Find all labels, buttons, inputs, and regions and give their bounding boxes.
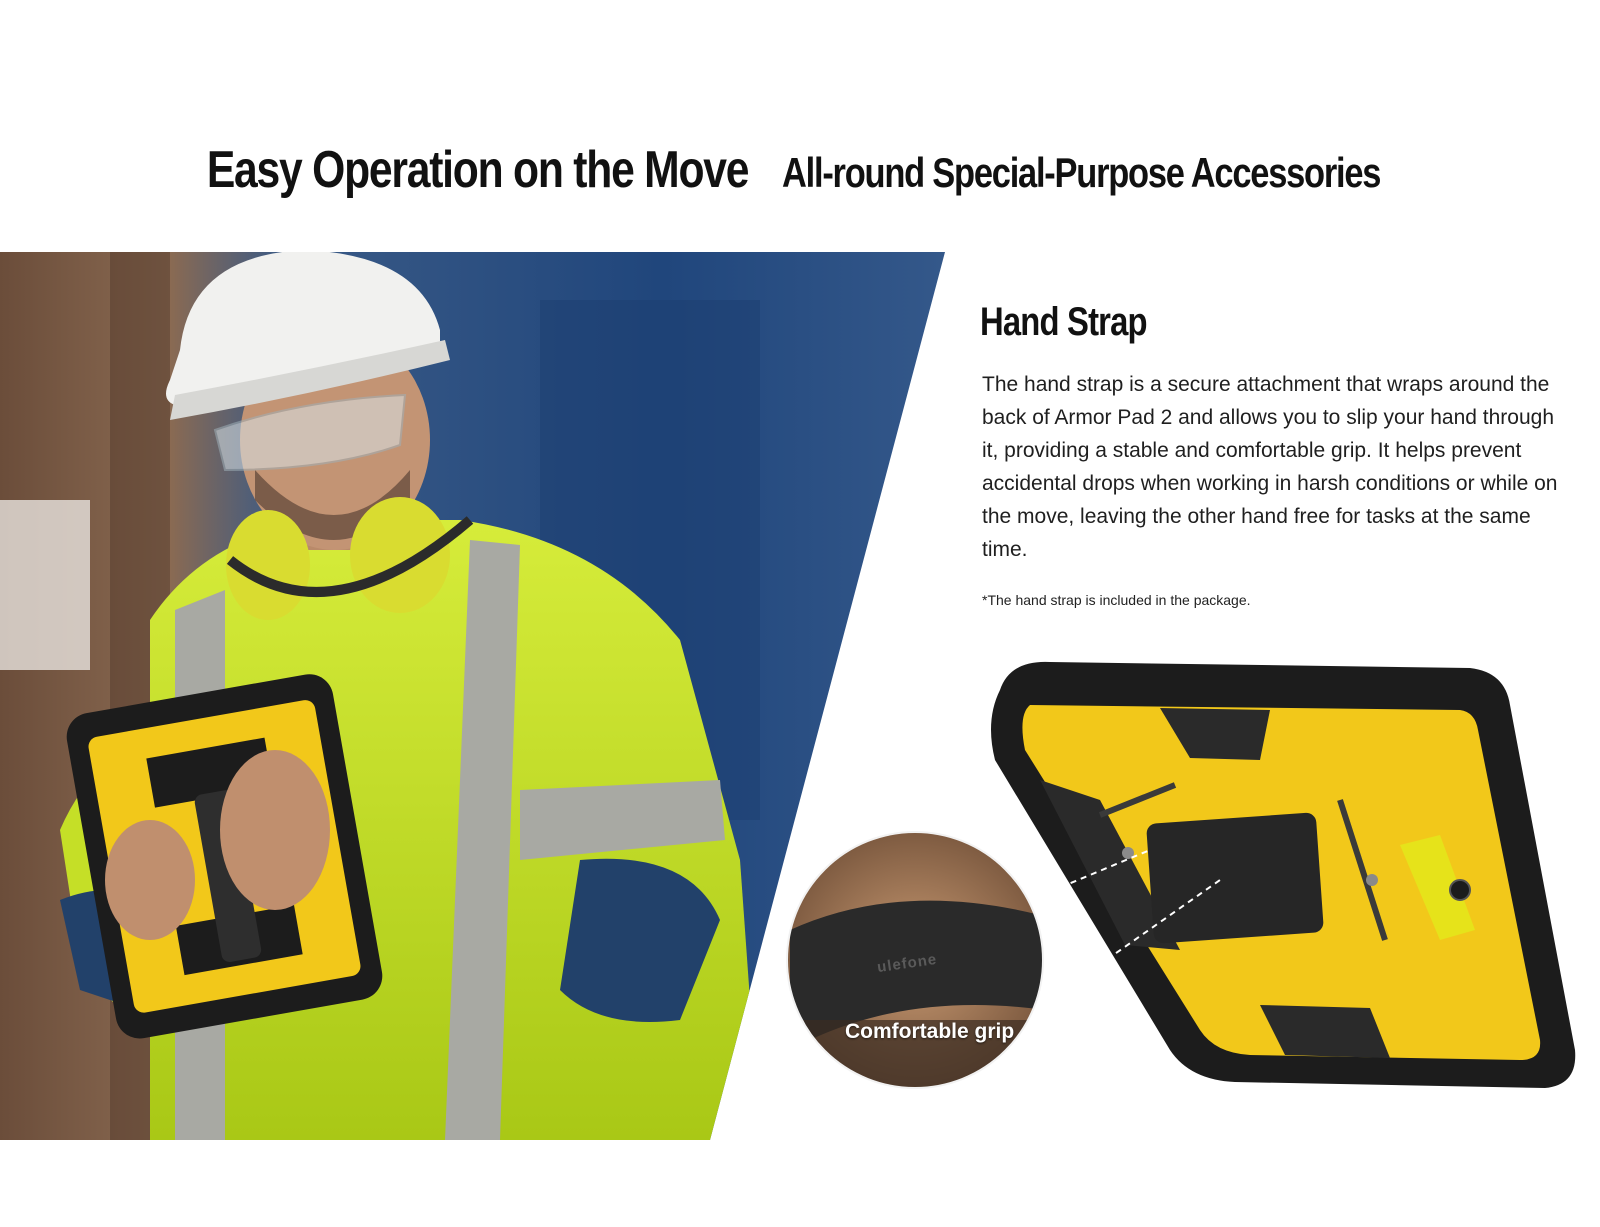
headline-sub: All-round Special-Purpose Accessories bbox=[782, 149, 1381, 196]
callout-label: Comfortable grip bbox=[845, 1020, 1015, 1043]
headline bbox=[0, 140, 1600, 200]
feature-description: The hand strap is a secure attachment that wraps around the back of Armor Pad 2 and allows you to slip your hand through it, providing a stable and comfortable grip. It helps prevent accidental drops when working in harsh conditions or while on the move, leaving the other hand free for tasks at the same time. bbox=[982, 373, 1558, 561]
feature-note: *The hand strap is included in the package. bbox=[982, 592, 1251, 608]
feature-title: Hand Strap bbox=[980, 300, 1147, 344]
tablet-back-view bbox=[991, 662, 1575, 1088]
brand-logo: ulefone bbox=[876, 950, 939, 977]
headline-main: Easy Operation on the Move bbox=[206, 141, 749, 199]
